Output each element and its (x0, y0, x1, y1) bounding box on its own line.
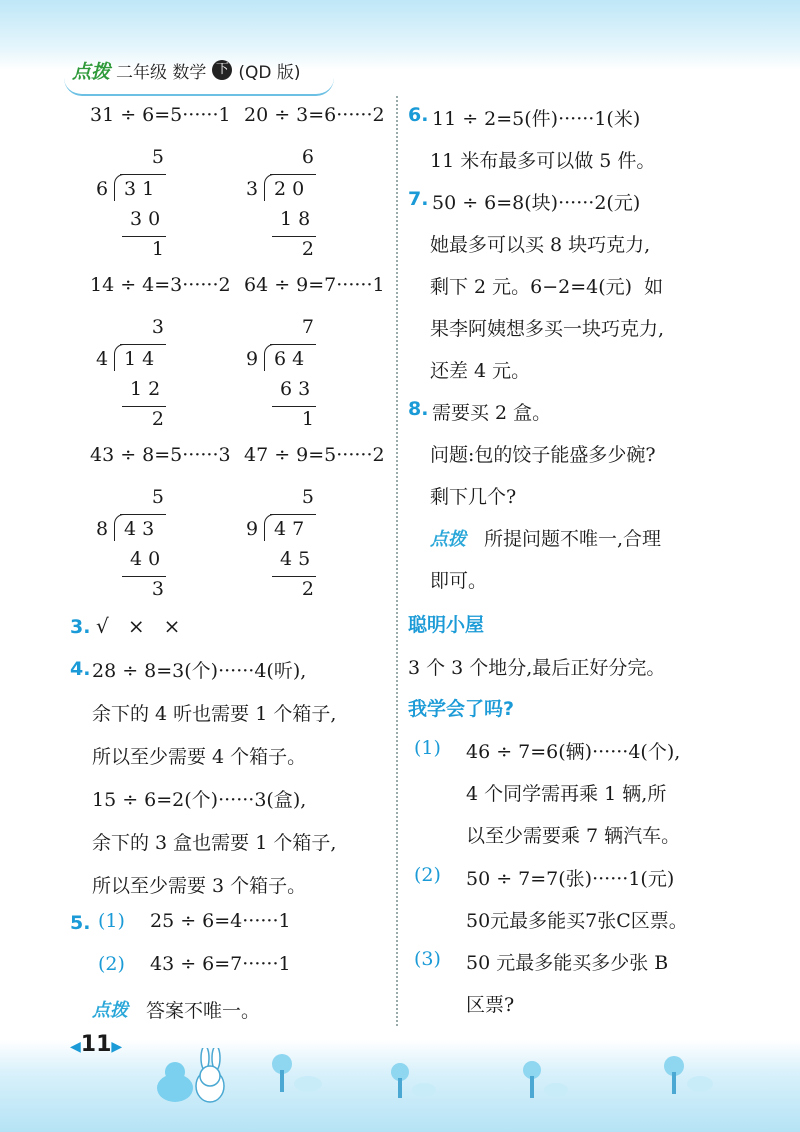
dividend: 31 (124, 178, 161, 200)
product: 18 (280, 208, 317, 230)
answer-line: 43 ÷ 6=7······1 (150, 953, 291, 975)
answer-line: 以至少需要乘 7 辆汽车。 (466, 825, 681, 847)
answer-line: 区票? (466, 994, 515, 1016)
dividend: 64 (274, 348, 311, 370)
tree-icon (388, 1060, 448, 1104)
quotient: 5 (151, 146, 164, 168)
hint-text: 即可。 (430, 570, 488, 592)
brand-logo: 点拨 (72, 60, 111, 83)
answer-line: 她最多可以买 8 块巧克力, (430, 234, 651, 256)
dividend: 20 (274, 178, 311, 200)
answer-line: 所以至少需要 4 个箱子。 (92, 746, 307, 768)
remainder: 1 (301, 408, 314, 430)
question-number: 5. (70, 912, 91, 934)
answer-line: 余下的 4 听也需要 1 个箱子, (92, 703, 337, 725)
answer-line: 果李阿姨想多买一块巧克力, (430, 318, 665, 340)
remainder: 1 (151, 238, 164, 260)
sub-label: (3) (414, 948, 441, 970)
long-division (246, 146, 336, 258)
division-bar (120, 344, 166, 345)
header-edition: (QD 版) (238, 62, 301, 83)
subtraction-line (122, 406, 166, 407)
long-division (246, 316, 336, 428)
hint-label: 点拨 (430, 529, 466, 550)
dividend: 47 (274, 518, 311, 540)
left-arrow-icon: ◀ (70, 1039, 81, 1055)
divisor: 8 (96, 518, 109, 540)
long-division (96, 316, 186, 428)
sub-label: (1) (98, 910, 125, 932)
long-division (96, 486, 186, 598)
answer-line: 15 ÷ 6=2(个)······3(盒), (92, 789, 307, 811)
long-division (246, 486, 336, 598)
hint-label: 点拨 (92, 1000, 128, 1021)
equation: 31 ÷ 6=5······1 (90, 104, 231, 126)
divisor: 6 (96, 178, 109, 200)
dividend: 14 (124, 348, 161, 370)
answer-line: 需要买 2 盒。 (432, 402, 552, 424)
right-arrow-icon: ▶ (111, 1039, 123, 1055)
question-number: 7. (408, 188, 429, 210)
answer-line: 剩下 2 元。6−2=4(元) 如 (430, 276, 664, 298)
answer-line: 46 ÷ 7=6(辆)······4(个), (466, 741, 681, 763)
answer-marks: √ × × (96, 614, 181, 638)
product: 45 (280, 548, 317, 570)
divisor: 4 (96, 348, 109, 370)
answer-line: 50 元最多能买多少张 B (466, 952, 669, 974)
header-subject: 二年级 数学 (116, 62, 207, 83)
page-number: ◀11▶ (70, 1032, 123, 1057)
quotient: 3 (151, 316, 164, 338)
subtraction-line (122, 576, 166, 577)
product: 40 (130, 548, 167, 570)
answer-line: 50 ÷ 6=8(块)······2(元) (432, 192, 641, 214)
hint-text: 所提问题不唯一,合理 (484, 528, 662, 550)
division-bar (120, 174, 166, 175)
column-divider (396, 96, 398, 1026)
answer-line: 还差 4 元。 (430, 360, 531, 382)
question-number: 4. (70, 658, 91, 680)
quotient: 5 (151, 486, 164, 508)
division-bar (120, 514, 166, 515)
header-underline (64, 78, 334, 96)
tree-icon (520, 1058, 580, 1104)
division-bar (270, 174, 316, 175)
sub-label: (2) (98, 953, 125, 975)
equation: 64 ÷ 9=7······1 (244, 274, 385, 296)
product: 30 (130, 208, 167, 230)
answer-line: 25 ÷ 6=4······1 (150, 910, 291, 932)
answer-line: 4 个同学需再乘 1 辆,所 (466, 783, 667, 805)
tree-icon (660, 1052, 720, 1100)
equation: 43 ÷ 8=5······3 (90, 444, 231, 466)
subtraction-line (272, 236, 316, 237)
division-bar (270, 344, 316, 345)
quotient: 5 (301, 486, 314, 508)
division-bar (270, 514, 316, 515)
answer-line: 余下的 3 盒也需要 1 个箱子, (92, 832, 337, 854)
subtraction-line (272, 406, 316, 407)
sub-label: (1) (414, 737, 441, 759)
subtraction-line (272, 576, 316, 577)
quotient: 6 (301, 146, 314, 168)
section-title-learned: 我学会了吗? (408, 698, 515, 720)
smart-text: 3 个 3 个地分,最后正好分完。 (408, 657, 666, 679)
grade-mark: 下 (212, 60, 232, 80)
question-number: 6. (408, 104, 429, 126)
product: 63 (280, 378, 317, 400)
divisor: 3 (246, 178, 259, 200)
answer-line: 11 米布最多可以做 5 件。 (430, 150, 656, 172)
product: 12 (130, 378, 167, 400)
section-title-smart: 聪明小屋 (408, 614, 485, 636)
question-number: 3. (70, 616, 91, 638)
equation: 47 ÷ 9=5······2 (244, 444, 385, 466)
remainder: 3 (151, 578, 164, 600)
answer-line: 所以至少需要 3 个箱子。 (92, 875, 307, 897)
long-division (96, 146, 186, 258)
equation: 20 ÷ 3=6······2 (244, 104, 385, 126)
answer-line: 28 ÷ 8=3(个)······4(听), (92, 660, 307, 682)
answer-line: 11 ÷ 2=5(件)······1(米) (432, 108, 641, 130)
subtraction-line (122, 236, 166, 237)
hint-text: 答案不唯一。 (146, 1000, 261, 1022)
question-number: 8. (408, 398, 429, 420)
tree-icon (268, 1050, 328, 1100)
divisor: 9 (246, 348, 259, 370)
answer-line: 50元最多能买7张C区票。 (466, 910, 688, 932)
animal-characters-icon (150, 1048, 240, 1108)
remainder: 2 (151, 408, 164, 430)
sub-label: (2) (414, 864, 441, 886)
answer-line: 50 ÷ 7=7(张)······1(元) (466, 868, 675, 890)
equation: 14 ÷ 4=3······2 (90, 274, 231, 296)
remainder: 2 (301, 238, 314, 260)
answer-line: 问题:包的饺子能盛多少碗? (430, 444, 656, 466)
quotient: 7 (301, 316, 314, 338)
answer-line: 剩下几个? (430, 486, 517, 508)
divisor: 9 (246, 518, 259, 540)
remainder: 2 (301, 578, 314, 600)
dividend: 43 (124, 518, 161, 540)
